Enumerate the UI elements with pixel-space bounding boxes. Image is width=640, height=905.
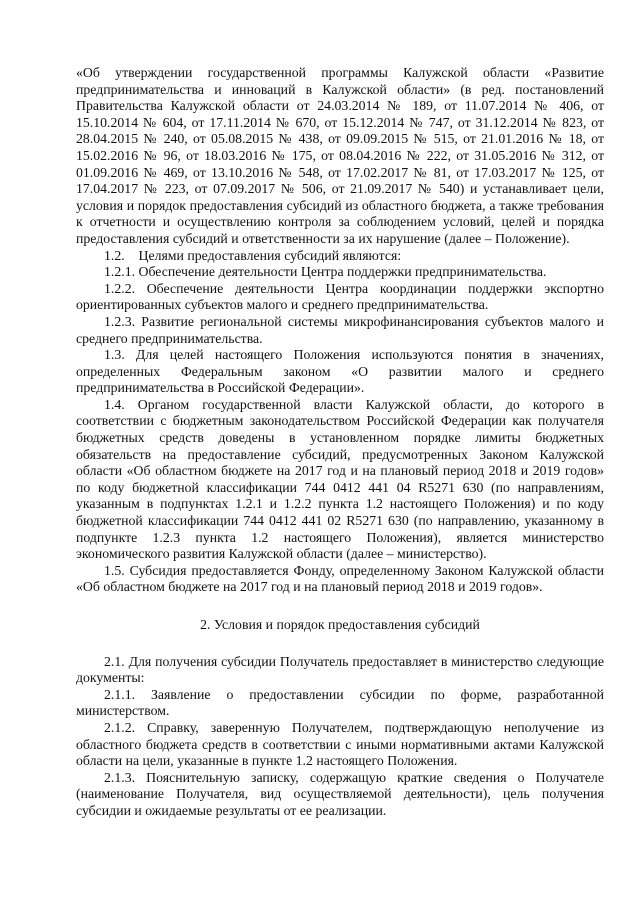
paragraph-1-4: 1.4. Органом государственной власти Калужской области, до которого в соответствии с бюджетным законодательством Российской Федерации как получателя бюджетных средств доведены в установленном порядке лимиты бюджетных обязательств на предоставление субсидий, предусмотренных Законом Калужской области «Об областном бюджете на 2017 год и на плановый период 2018 и 2019 годов» по коду бюджетной классификации 744 0412 441 04 R5271 630 (по направлениям, указанным в подпунктах 1.2.1 и 1.2.2 пункта 1.2 настоящего Положения) и по коду бюджетной классификации 744 0412 441 02 R5271 630 (по направлению, указанному в подпункте 1.2.3 пункта 1.2 настоящего Положения), является министерство экономического развития Калужской области (далее – министерство). — [76, 396, 604, 562]
paragraph-1-3: 1.3. Для целей настоящего Положения используются понятия в значениях, определенных Федеральным законом «О развитии малого и среднего предпринимательства в Российской Федерации». — [76, 347, 604, 396]
paragraph-2-1-2: 2.1.2. Справку, заверенную Получателем, подтверждающую неполучение из областного бюджета средств в соответствии с иными нормативными актами Калужской области на цели, указанные в пункте 1.2 настоящего Положения. — [76, 719, 604, 769]
section-2-title: 2. Условия и порядок предоставления субсидий — [200, 617, 480, 632]
paragraph-1-2-1: 1.2.1. Обеспечение деятельности Центра поддержки предпринимательства. — [104, 264, 547, 280]
document-page — [76, 65, 604, 820]
paragraph-1-2-3: 1.2.3. Развитие региональной системы микрофинансирования субъектов малого и среднего предпринимательства. — [76, 313, 604, 346]
paragraph-1-2-2: 1.2.2. Обеспечение деятельности Центра координации поддержки экспортно ориентированных субъектов малого и среднего предпринимательства. — [76, 280, 604, 313]
paragraph-2-1-1: 2.1.1. Заявление о предоставлении субсидии по форме, разработанной министерством. — [76, 686, 604, 719]
paragraph-1-5: 1.5. Субсидия предоставляется Фонду, определенному Законом Калужской области «Об областном бюджете на 2017 год и на плановый период 2018 и 2019 годов». — [76, 562, 604, 595]
paragraph-1-2: 1.2. Целями предоставления субсидий являются: — [104, 247, 402, 263]
intro-paragraph: «Об утверждении государственной программы Калужской области «Развитие предпринимательства и инноваций в Калужской области» (в ред. постановлений Правительства Калужской области от 24.03.2014 № 189, от 11.07.2014 № 406, от 15.10.2014 № 604, от 17.11.2014 № 670, от 15.12.2014 № 747, от 31.12.2014 № 823, от 28.04.2015 № 240, от 05.08.2015 № 438, от 09.09.2015 № 515, от 21.01.2016 № 18, от 15.02.2016 № 96, от 18.03.2016 № 175, от 08.04.2016 № 222, от 31.05.2016 № 312, от 01.09.2016 № 469, от 13.10.2016 № 548, от 17.02.2017 № 81, от 17.03.2017 № 125, от 17.04.2017 № 223, от 07.09.2017 № 506, от 21.09.2017 № 540) и устанавливает цели, условия и порядок предоставления субсидий из областного бюджета, а также требования к отчетности и осуществлению контроля за соблюдением условий, целей и порядка предоставления субсидий и ответственности за их нарушение (далее – Положение). — [76, 65, 604, 246]
paragraph-2-1-3: 2.1.3. Пояснительную записку, содержащую краткие сведения о Получателе (наименование Получателя, вид осуществляемой деятельности), цель получения субсидии и ожидаемые результаты от ее реализации. — [76, 769, 604, 818]
paragraph-2-1: 2.1. Для получения субсидии Получатель предоставляет в министерство следующие документы: — [76, 653, 604, 686]
